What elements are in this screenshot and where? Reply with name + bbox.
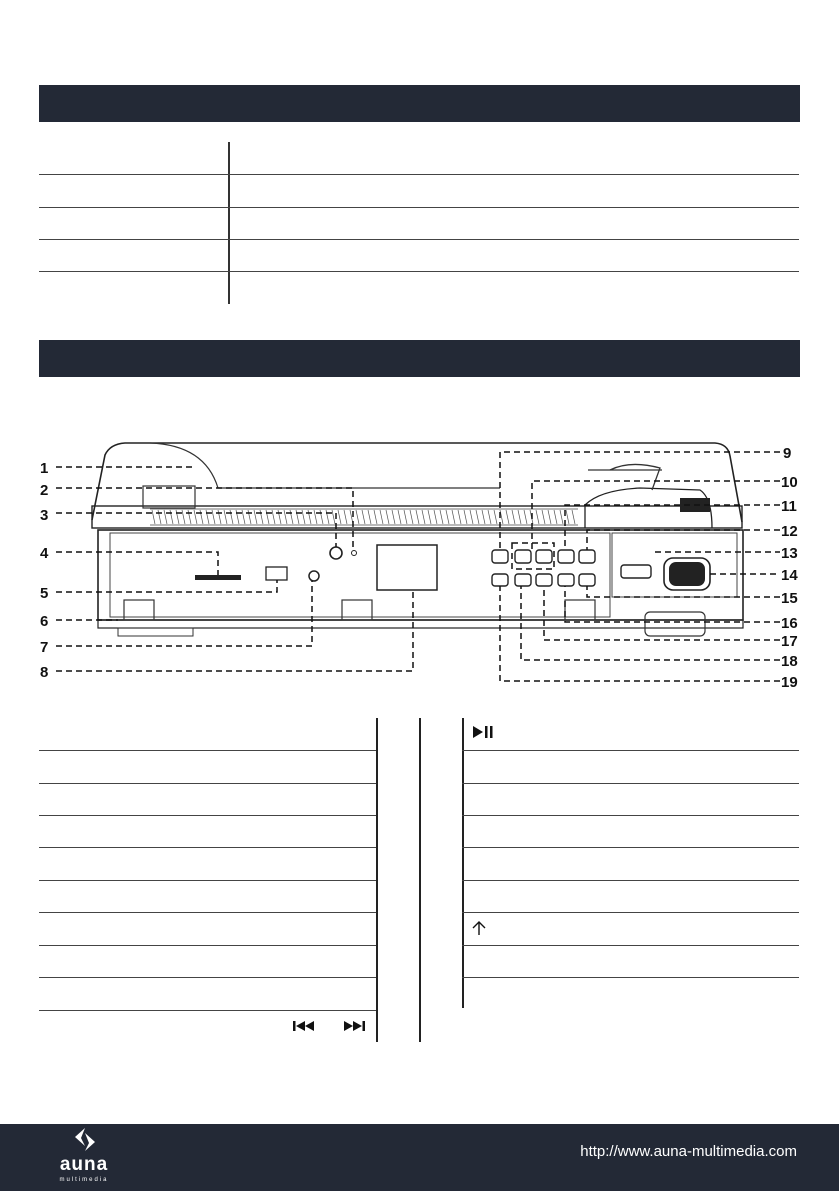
callout-11: 11 [781, 498, 797, 515]
table-row-line [39, 912, 376, 913]
section-header-bar [39, 85, 800, 122]
logo-mark-icon [72, 1126, 98, 1154]
footer [0, 1124, 839, 1191]
table-row-line [39, 945, 376, 946]
callout-6: 6 [40, 613, 49, 630]
callout-18: 18 [781, 653, 798, 670]
table-row-line [39, 977, 376, 978]
play-pause-icon [472, 725, 494, 739]
callout-15: 15 [781, 590, 798, 607]
up-arrow-icon [472, 920, 486, 936]
table-row-line [39, 847, 376, 848]
auna-logo [42, 1126, 132, 1188]
callout-19: 19 [781, 674, 798, 691]
table-divider [419, 718, 421, 1042]
callout-10: 10 [781, 474, 798, 491]
callout-3: 3 [40, 507, 49, 524]
skip-back-icon [292, 1020, 316, 1032]
table-row-line [39, 815, 376, 816]
table-row-line [39, 271, 799, 272]
logo-wordmark: auna [59, 1154, 109, 1175]
callout-9: 9 [783, 445, 792, 462]
table-row-line [462, 815, 799, 816]
table-row-line [39, 1010, 376, 1011]
table-row-line [462, 912, 799, 913]
callout-2: 2 [40, 482, 49, 499]
table-row-line [39, 783, 376, 784]
table-row-line [462, 847, 799, 848]
table-row-line [462, 750, 799, 751]
table-row-line [39, 239, 799, 240]
table-divider [228, 142, 230, 304]
callout-4: 4 [40, 545, 49, 562]
table-divider [376, 718, 378, 1042]
callout-8: 8 [40, 664, 49, 681]
table-divider [462, 718, 464, 1008]
website-link[interactable]: http://www.auna-multimedia.com [580, 1143, 797, 1160]
callout-1: 1 [40, 460, 49, 477]
callout-5: 5 [40, 585, 49, 602]
table-row-line [39, 207, 799, 208]
callout-13: 13 [781, 545, 798, 562]
table-row-line [462, 880, 799, 881]
skip-forward-icon [342, 1020, 366, 1032]
table-row-line [39, 880, 376, 881]
table-row-line [39, 750, 376, 751]
callout-7: 7 [40, 639, 49, 656]
table-row-line [462, 977, 799, 978]
callout-14: 14 [781, 567, 798, 584]
table-row-line [39, 174, 799, 175]
logo-subtext: multimedia [59, 1177, 109, 1183]
callout-17: 17 [781, 633, 798, 650]
table-row-line [462, 945, 799, 946]
turntable-diagram [0, 430, 839, 700]
section-header-bar [39, 340, 800, 377]
callout-16: 16 [781, 615, 798, 632]
table-row-line [462, 783, 799, 784]
callout-12: 12 [781, 523, 798, 540]
